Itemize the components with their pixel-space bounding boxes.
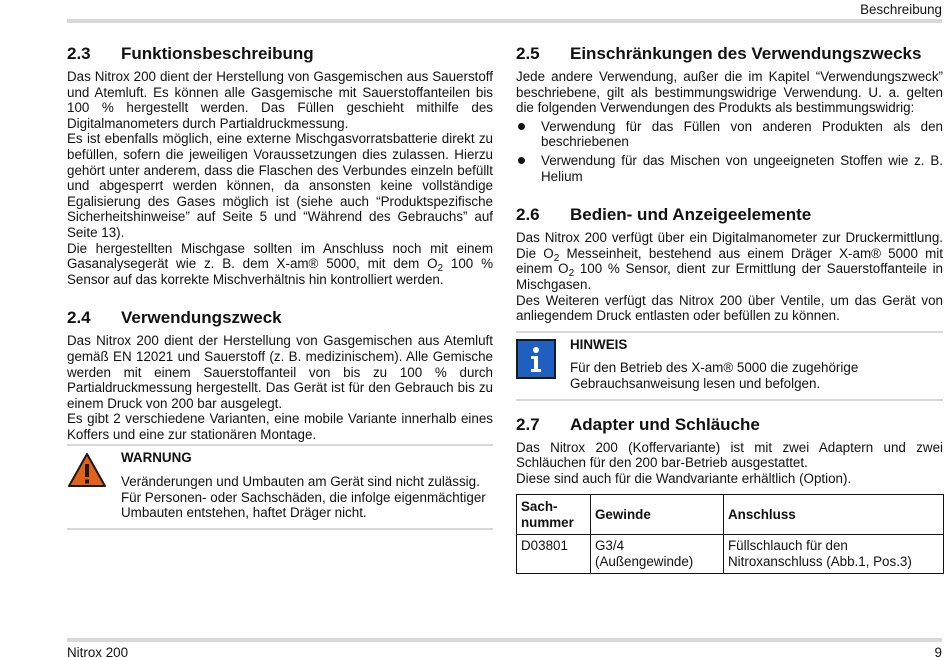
paragraph <box>516 230 943 292</box>
paragraph: Das Nitrox 200 (Koffervariante) ist mit zwei Adaptern und zwei Schläuchen für den 200 bar-Betrieb ausgestattet. <box>516 439 943 471</box>
list-item: Verwendung für das Füllen von anderen Produkten als den beschriebenen <box>516 119 943 150</box>
section-number: 2.5 <box>516 44 540 63</box>
subscript: 2 <box>437 263 444 275</box>
section-title: Funktionsbeschreibung <box>121 44 314 63</box>
section-2-5 <box>516 44 943 184</box>
section-number: 2.3 <box>67 44 91 63</box>
section-title: Bedien- und Anzeigeelemente <box>570 205 812 225</box>
section-title: Verwendungszweck <box>121 308 282 328</box>
section-title: Adapter und Schläuche <box>570 414 760 434</box>
subscript: 2 <box>553 252 560 264</box>
section-2-6 <box>516 205 943 400</box>
paragraph: Das Nitrox 200 dient der Herstellung von Gasgemischen aus Atemluft gemäß EN 12021 und Sauerstoff (z. B. medizinischem). Alle Gemische werden mit einem Sauerstoffanteil von bis zu 100 % durch Partialdruckmessung hergestellt. Das Gerät ist für den Gebrauch bis zu einem Druck von 200 bar ausgelegt. <box>67 333 493 411</box>
text-run: 100 % Sensor auf das korrekte Mischverhältnis hin kontrolliert werden. <box>67 256 493 287</box>
text-run: 100 % Sensor, dient zur Ermittlung der Sauerstoffanteile in Mischgasen. <box>516 261 944 292</box>
section-heading <box>516 415 943 435</box>
section-heading <box>516 44 943 64</box>
notice-box <box>516 331 943 401</box>
text-run: Die hergestellten Mischgase sollten im Anschluss noch mit einem Gasanalysegerät wie z. B. dem X-am® 5000, mit dem O <box>67 240 493 272</box>
paragraph: Das Nitrox 200 dient der Herstellung von Gasgemischen aus Sauerstoff und Atemluft. Es können alle Gasgemische mit Sauerstoffanteilen bis 100 % hergestellt werden. Das Füllen geschieht mithilfe des Digitalmanometers durch Partialdruckmessung. <box>67 69 493 131</box>
section-2-3 <box>67 44 493 287</box>
section-number: 2.4 <box>67 308 91 328</box>
adapter-table <box>516 494 944 573</box>
section-2-7 <box>516 415 943 574</box>
section-title: Einschränkungen des Verwendungszwecks <box>570 44 922 63</box>
footer-rule <box>67 638 942 642</box>
section-heading <box>516 205 943 225</box>
notice-title: HINWEIS <box>570 336 628 352</box>
warning-triangle-icon <box>67 450 121 520</box>
table-header-row <box>517 495 944 535</box>
table-row <box>517 535 944 573</box>
warning-box <box>67 444 493 529</box>
paragraph: Es gibt 2 verschiedene Varianten, eine mobile Variante innerhalb eines Koffers und eine zur stationären Montage. <box>67 411 493 442</box>
section-heading <box>67 308 493 328</box>
paragraph: Es ist ebenfalls möglich, eine externe Mischgasvorratsbatterie direkt zu befüllen, sofern die jeweiligen Voraussetzungen dies zulassen. Hierzu gehört unter anderem, dass die Flaschen des Verbundes einzeln befüllt und abgesperrt werden können, da ansonsten keine vollständige Egalisierung des Gases möglich ist (siehe auch “Produktspezifische Sicherheitshinweise” auf Seite 5 und “Während des Gebrauchs” auf Seite 13). <box>67 131 493 240</box>
info-icon <box>516 337 570 392</box>
paragraph: Diese sind auch für die Wandvariante erhältlich (Option). <box>516 470 852 486</box>
text-run: Messeinheit, bestehend aus einem Dräger X-am® 5000 mit einem O <box>516 245 943 277</box>
section-2-4 <box>67 308 493 530</box>
bullet-list <box>516 119 943 184</box>
paragraph <box>67 241 493 288</box>
section-heading <box>67 44 493 64</box>
header-rule <box>67 19 942 23</box>
column-header: Gewinde <box>591 495 724 535</box>
footer-product: Nitrox 200 <box>67 645 129 658</box>
column-header: Sachnummer <box>517 495 591 535</box>
section-number: 2.7 <box>516 414 540 434</box>
left-column <box>67 44 493 530</box>
section-number: 2.6 <box>516 205 540 225</box>
paragraph: Des Weiteren verfügt das Nitrox 200 über Ventile, um das Gerät von anliegendem Druck entlasten oder befüllen zu können. <box>516 292 943 324</box>
list-item: Verwendung für das Mischen von ungeeigneten Stoffen wie z. B. Helium <box>516 153 943 184</box>
table-cell: G3/4 (Außengewinde) <box>591 535 724 573</box>
notice-text: Für den Betrieb des X-am® 5000 die zugehörige Gebrauchsanweisung lesen und befolgen. <box>570 360 859 391</box>
subscript: 2 <box>568 268 575 280</box>
header-section-label: Beschreibung <box>860 2 942 17</box>
warning-title: WARNUNG <box>121 450 192 466</box>
text-run: Das Nitrox 200 verfügt über ein Digitalmanometer zur Druckermittlung. Die O <box>516 230 943 261</box>
column-header: Anschluss <box>724 495 944 535</box>
paragraph: Jede andere Verwendung, außer die im Kapitel “Verwendungszweck” beschriebene, gilt als bestimmungswidrige Verwendung. U. a. gelten die folgenden Verwendungen des Produkts als bestimmungswidrig: <box>516 69 943 116</box>
right-column <box>516 44 943 595</box>
table-cell: D03801 <box>517 535 591 573</box>
table-cell: Füllschlauch für den Nitroxanschluss (Abb.1, Pos.3) <box>724 535 944 573</box>
warning-text: Veränderungen und Umbauten am Gerät sind nicht zulässig. Für Personen- oder Sachschäden, die infolge eigenmächtiger Umbauten entstehen, haftet Dräger nicht. <box>121 474 486 521</box>
page-number: 9 <box>934 645 942 658</box>
